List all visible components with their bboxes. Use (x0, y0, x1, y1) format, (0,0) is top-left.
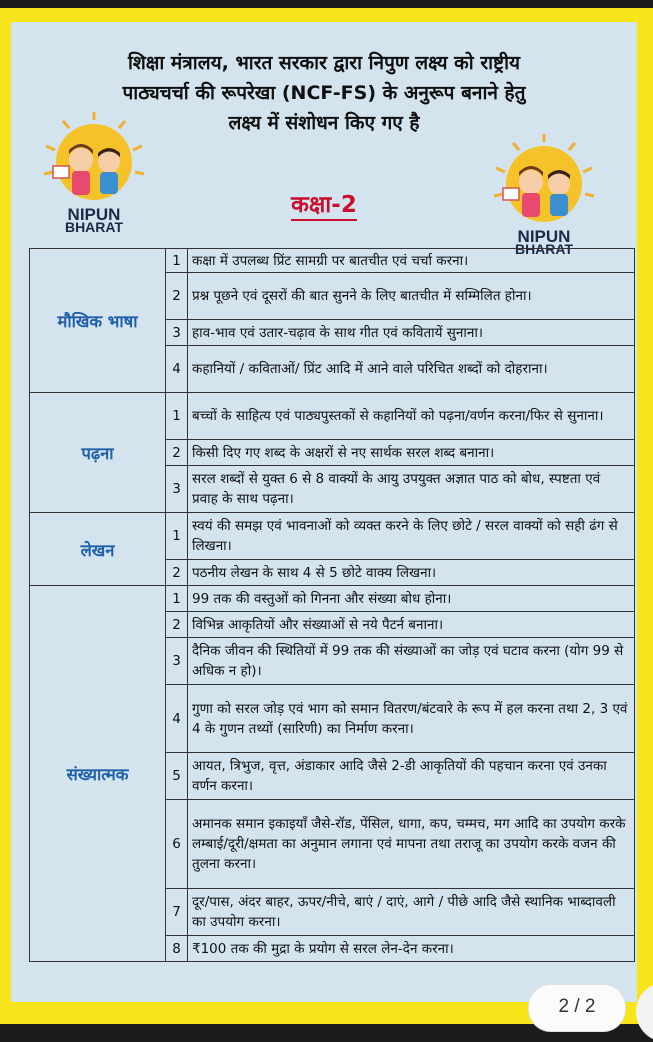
item-number: 2 (166, 560, 188, 586)
logo-word-bharat: BHARAT (514, 241, 574, 257)
item-text: गुणा को सरल जोड़ एवं भाग को समान वितरण/बंटवारे के रूप में हल करना तथा 2, 3 एवं 4 के गुणन तथ्यों (सारिणी) का निर्माण करना। (188, 685, 635, 753)
learning-goals-table (29, 248, 635, 962)
heading-line: शिक्षा मंत्रालय, भारत सरकार द्वारा निपुण लक्ष्य को राष्ट्रीय (127, 52, 521, 74)
item-text: अमानक समान इकाइयाँ जैसे-रॉड, पेंसिल, धागा, कप, चम्मच, मग आदि का उपयोग करके लम्बाई/दूरी/क्षमता का अनुमान लगाना एवं मापना तथा तराजू का उपयोग करके वजन की तुलना करना। (188, 800, 635, 889)
item-number: 1 (166, 249, 188, 273)
item-text: पठनीय लेखन के साथ 4 से 5 छोटे वाक्य लिखना। (188, 560, 635, 586)
item-text: कहानियों / कविताओं/ प्रिंट आदि में आने वाले परिचित शब्दों को दोहराना। (188, 346, 635, 393)
page-indicator: 2 / 2 (528, 984, 626, 1032)
logo-word-bharat: BHARAT (64, 219, 124, 235)
item-number: 4 (166, 346, 188, 393)
item-number: 7 (166, 889, 188, 936)
item-number: 3 (166, 320, 188, 346)
table-row (30, 393, 635, 440)
item-text: 99 तक की वस्तुओं को गिनना और संख्या बोध होना। (188, 586, 635, 612)
item-text: दैनिक जीवन की स्थितियों में 99 तक की संख्याओं का जोड़ एवं घटाव करना (योग 99 से अधिक न हो)। (188, 638, 635, 685)
item-text: स्वयं की समझ एवं भावनाओं को व्यक्त करने के लिए छोटे / सरल वाक्यों को सही ढंग से लिखना। (188, 513, 635, 560)
category-cell: लेखन (30, 513, 166, 586)
item-number: 4 (166, 685, 188, 753)
table-row (30, 249, 635, 273)
item-number: 6 (166, 800, 188, 889)
category-cell: मौखिक भाषा (30, 249, 166, 393)
item-number: 3 (166, 466, 188, 513)
item-text: सरल शब्दों से युक्त 6 से 8 वाक्यों के आयु उपयुक्त अज्ञात पाठ को बोध, स्पष्टता एवं प्रवाह के साथ पढ़ना। (188, 466, 635, 513)
item-text: आयत, त्रिभुज, वृत्त, अंडाकार आदि जैसे 2-डी आकृतियों की पहचान करना एवं उनका वर्णन करना। (188, 753, 635, 800)
poster-image (0, 8, 653, 1024)
item-number: 1 (166, 393, 188, 440)
class-title (11, 190, 637, 224)
item-number: 8 (166, 936, 188, 962)
item-number: 2 (166, 612, 188, 638)
item-text: दूर/पास, अंदर बाहर, ऊपर/नीचे, बाएं / दाएं, आगे / पीछे आदि जैसे स्थानिक भाब्दावली का उपयोग करना। (188, 889, 635, 936)
logo-word-nipun: NIPUN (517, 227, 571, 246)
heading-line: लक्ष्य में संशोधन किए गए है (228, 112, 420, 134)
item-text: विभिन्न आकृतियों और संख्याओं से नये पैटर्न बनाना। (188, 612, 635, 638)
item-text: प्रश्न पूछने एवं दूसरों की बात सुनने के लिए बातचीत में सम्मिलित होना। (188, 273, 635, 320)
item-number: 1 (166, 513, 188, 560)
item-number: 5 (166, 753, 188, 800)
item-number: 2 (166, 273, 188, 320)
logo-word-nipun: NIPUN (67, 205, 121, 224)
item-text: बच्चों के साहित्य एवं पाठ्यपुस्तकों से कहानियों को पढ़ना/वर्णन करना/फिर से सुनाना। (188, 393, 635, 440)
item-number: 3 (166, 638, 188, 685)
poster-panel (11, 22, 637, 1002)
learning-goals-body (30, 249, 635, 962)
table-row (30, 586, 635, 612)
item-text: कक्षा में उपलब्ध प्रिंट सामग्री पर बातचीत एवं चर्चा करना। (188, 249, 635, 273)
table-row (30, 513, 635, 560)
category-cell: संख्यात्मक (30, 586, 166, 962)
item-text: ₹100 तक की मुद्रा के प्रयोग से सरल लेन-देन करना। (188, 936, 635, 962)
item-text: हाव-भाव एवं उतार-चढ़ाव के साथ गीत एवं कवितायें सुनाना। (188, 320, 635, 346)
heading-line: पाठ्यचर्चा की रूपरेखा (NCF-FS) के अनुरूप बनाने हेतु (122, 82, 526, 104)
class-title-text: कक्षा-2 (291, 192, 357, 221)
category-cell: पढ़ना (30, 393, 166, 513)
item-number: 2 (166, 440, 188, 466)
item-text: किसी दिए गए शब्द के अक्षरों से नए सार्थक सरल शब्द बनाना। (188, 440, 635, 466)
item-number: 1 (166, 586, 188, 612)
